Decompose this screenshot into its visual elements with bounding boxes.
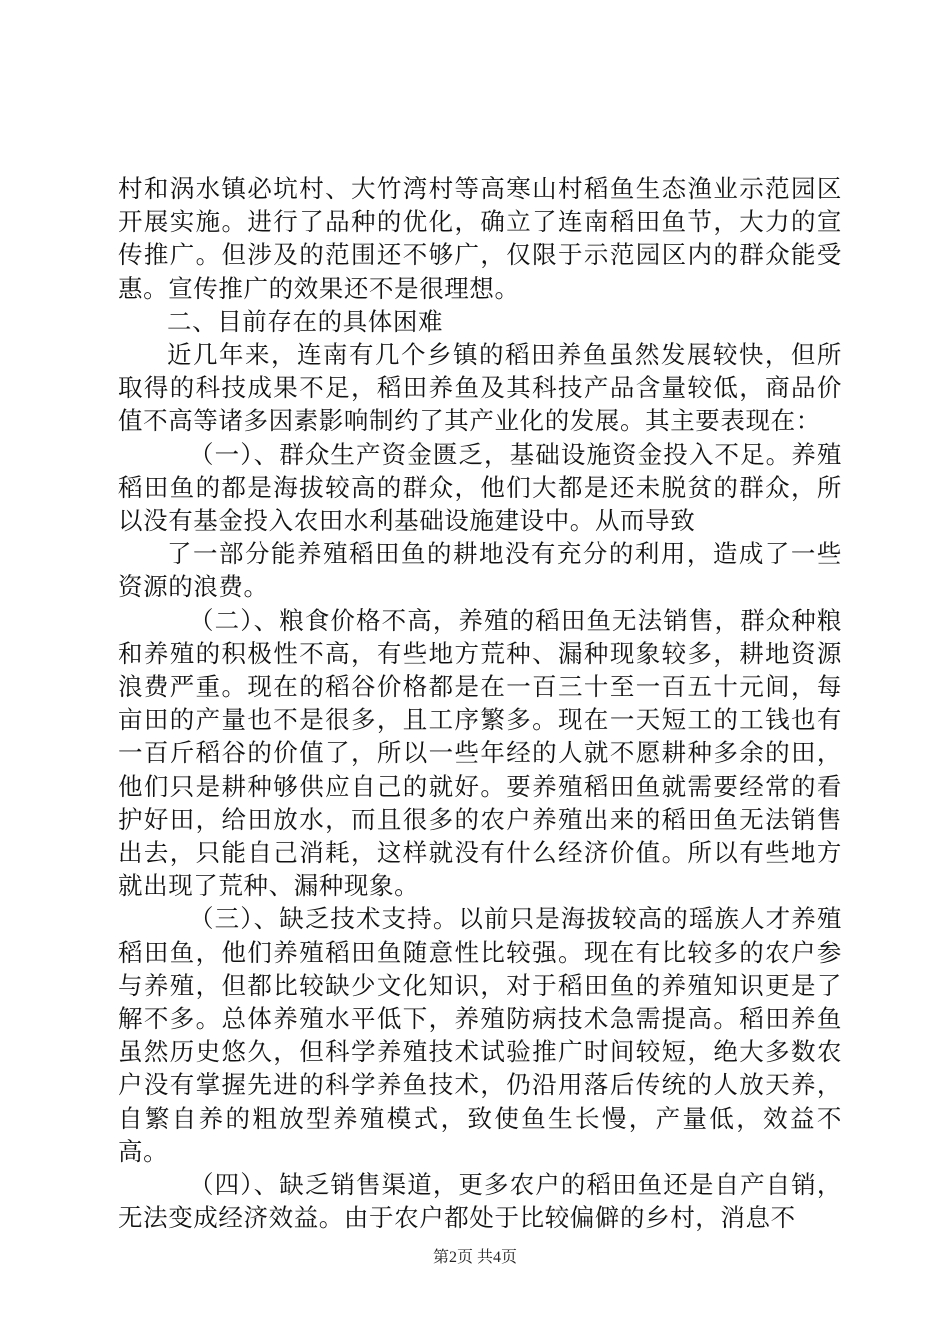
paragraph-item-1-cont: 了一部分能养殖稻田鱼的耕地没有充分的利用，造成了一些资源的浪费。: [118, 539, 842, 602]
paragraph-continuation: 村和涡水镇必坑村、大竹湾村等高寒山村稻鱼生态渔业示范园区开展实施。进行了品种的优化，确立了连南稻田鱼节，大力的宣传推广。但涉及的范围还不够广，仅限于示范园区内的群众能受惠。宣传推广的效果还不是很理想。: [118, 174, 842, 303]
paragraph-item-4: （四）、缺乏销售渠道，更多农户的稻田鱼还是自产自销，无法变成经济效益。由于农户都处于比较偏僻的乡村，消息不: [118, 1170, 842, 1233]
document-body: [118, 172, 842, 1235]
paragraph-item-2: （二）、粮食价格不高，养殖的稻田鱼无法销售，群众种粮和养殖的积极性不高，有些地方荒种、漏种现象较多，耕地资源浪费严重。现在的稻谷价格都是在一百三十至一百五十元间，每亩田的产量也不是很多，且工序繁多。现在一天短工的工钱也有一百斤稻谷的价值了，所以一些年经的人就不愿耕种多余的田，他们只是耕种够供应自己的就好。要养殖稻田鱼就需要经常的看护好田，给田放水，而且很多的农户养殖出来的稻田鱼无法销售出去，只能自己消耗，这样就没有什么经济价值。所以有些地方就出现了荒种、漏种现象。: [118, 605, 842, 901]
page-footer: 第2页 共4页: [432, 1249, 517, 1266]
section-heading: 二、目前存在的具体困难: [167, 306, 444, 336]
paragraph-item-3: （三）、缺乏技术支持。以前只是海拔较高的瑶族人才养殖稻田鱼，他们养殖稻田鱼随意性比较强。现在有比较多的农户参与养殖，但都比较缺少文化知识，对于稻田鱼的养殖知识更是了解不多。总体养殖水平低下，养殖防病技术急需提高。稻田养鱼虽然历史悠久，但科学养殖技术试验推广时间较短，绝大多数农户没有掌握先进的科学养鱼技术，仍沿用落后传统的人放天养，自繁自养的粗放型养殖模式，致使鱼生长慢，产量低，效益不高。: [118, 904, 842, 1166]
paragraph-intro: 近几年来，连南有几个乡镇的稻田养鱼虽然发展较快，但所取得的科技成果不足，稻田养鱼及其科技产品含量较低，商品价值不高等诸多因素影响制约了其产业化的发展。其主要表现在：: [118, 340, 842, 436]
paragraph-item-1: （一）、群众生产资金匮乏，基础设施资金投入不足。养殖稻田鱼的都是海拔较高的群众，他们大都是还未脱贫的群众，所以没有基金投入农田水利基础设施建设中。从而导致: [118, 439, 842, 536]
